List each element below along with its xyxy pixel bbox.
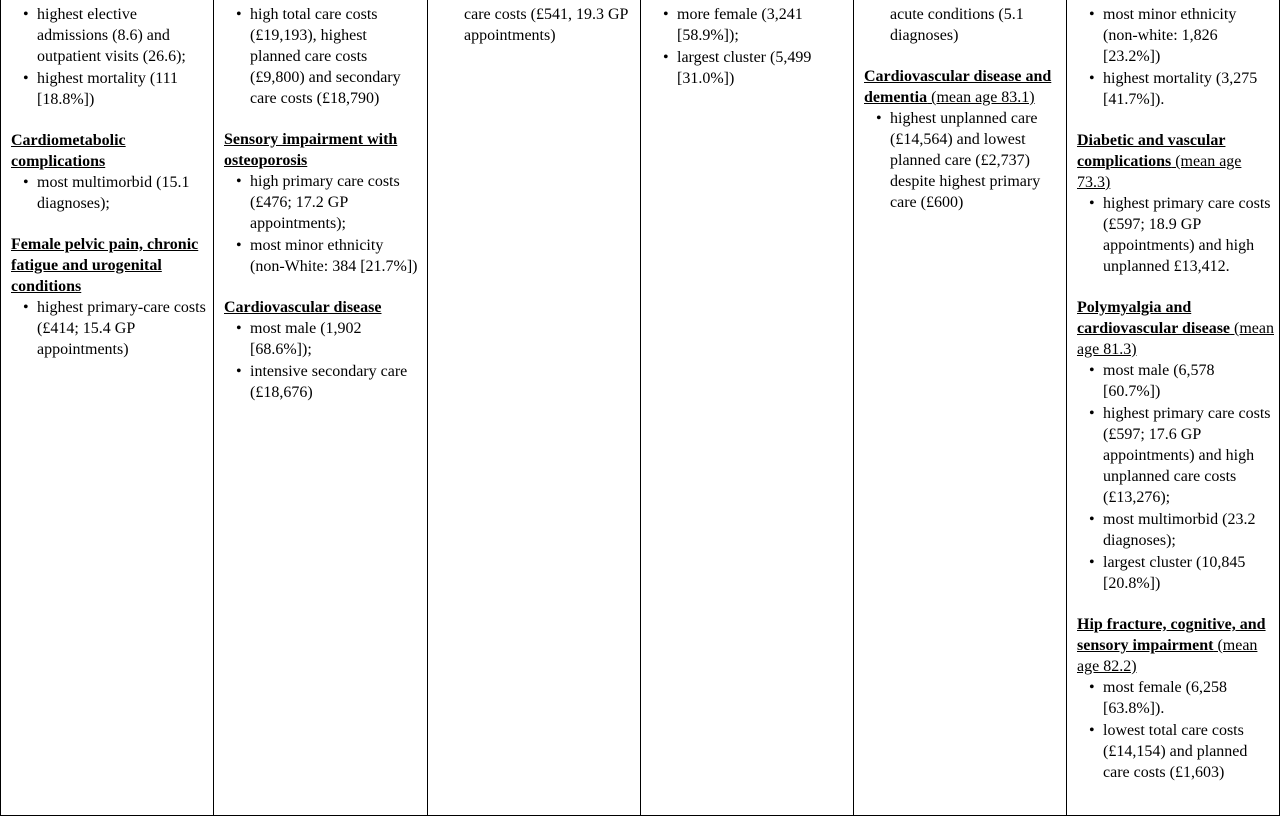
bullet-list	[1077, 193, 1274, 277]
list-item: • most multimorbid (15.1 diagnoses);	[27, 172, 208, 214]
bullet-list	[11, 297, 208, 360]
cluster-title: Sensory impairment with osteoporosis	[224, 131, 398, 169]
list-item: • highest primary-care costs (£414; 15.4 GP appointments)	[27, 297, 208, 360]
list-item: • most multimorbid (23.2 diagnoses);	[1093, 509, 1274, 551]
cluster-heading	[224, 129, 421, 171]
continued-text: care costs (£541, 19.3 GP appointments)	[464, 6, 628, 44]
list-item: • highest primary care costs (£597; 17.6 GP appointments) and high unplanned care costs (£13,276);	[1093, 403, 1274, 508]
list-item: • most minor ethnicity (non-White: 384 [21.7%])	[240, 235, 421, 277]
cluster-title: Cardiovascular disease	[224, 299, 382, 316]
bullet-list	[1077, 677, 1274, 783]
continued-text: acute conditions (5.1 diagnoses)	[890, 6, 1024, 44]
table-column	[853, 0, 1067, 815]
bullet-list	[11, 172, 208, 214]
cluster-heading	[224, 297, 421, 318]
list-item: • highest elective admissions (8.6) and outpatient visits (26.6);	[27, 4, 208, 67]
cluster-mean-age: (mean age 83.1)	[927, 89, 1035, 106]
cluster-heading	[11, 234, 208, 297]
bullet-list	[864, 108, 1061, 213]
list-item: • highest unplanned care (£14,564) and lowest planned care (£2,737) despite highest primary care (£600)	[880, 108, 1061, 213]
bullet-list	[1077, 360, 1274, 594]
list-item: • most male (1,902 [68.6%]);	[240, 318, 421, 360]
bullet-list	[11, 4, 208, 110]
list-item: • high primary care costs (£476; 17.2 GP appointments);	[240, 171, 421, 234]
cluster-title: Diabetic and vascular complications	[1077, 132, 1226, 170]
list-item: • highest mortality (111 [18.8%])	[27, 68, 208, 110]
table-column	[1066, 0, 1280, 815]
list-item: • largest cluster (5,499 [31.0%])	[667, 47, 848, 89]
table-column	[213, 0, 427, 815]
table-column	[427, 0, 641, 815]
cluster-mean-age: (mean age 73.3)	[1077, 153, 1242, 191]
cluster-heading	[1077, 297, 1274, 360]
list-item: • highest primary care costs (£597; 18.9 GP appointments) and high unplanned £13,412.	[1093, 193, 1274, 277]
cluster-heading	[864, 66, 1061, 108]
cluster-title: Female pelvic pain, chronic fatigue and urogenital conditions	[11, 236, 199, 295]
list-item: • more female (3,241 [58.9%]);	[667, 4, 848, 46]
list-item: • high total care costs (£19,193), highest planned care costs (£9,800) and secondary care costs (£18,790)	[240, 4, 421, 109]
bullet-list	[651, 4, 848, 89]
list-item: • most male (6,578 [60.7%])	[1093, 360, 1274, 402]
cluster-title: Cardiovascular disease and dementia	[864, 68, 1052, 106]
cluster-mean-age: (mean age 81.3)	[1077, 320, 1275, 358]
cluster-heading	[1077, 130, 1274, 193]
cluster-title: Polymyalgia and cardiovascular disease	[1077, 299, 1231, 337]
cluster-heading	[11, 130, 208, 172]
cluster-title: Cardiometabolic complications	[11, 132, 126, 170]
table-column	[0, 0, 214, 815]
bullet-list	[1077, 4, 1274, 110]
list-item: • most female (6,258 [63.8%]).	[1093, 677, 1274, 719]
list-item: • highest mortality (3,275 [41.7%]).	[1093, 68, 1274, 110]
bullet-list	[224, 318, 421, 403]
bullet-list	[224, 4, 421, 109]
list-item: • most minor ethnicity (non-white: 1,826 [23.2%])	[1093, 4, 1274, 67]
bullet-list	[224, 171, 421, 277]
list-item: • lowest total care costs (£14,154) and planned care costs (£1,603)	[1093, 720, 1274, 783]
list-item: • largest cluster (10,845 [20.8%])	[1093, 552, 1274, 594]
table-column	[640, 0, 854, 815]
cluster-heading	[1077, 614, 1274, 677]
list-item: • intensive secondary care (£18,676)	[240, 361, 421, 403]
cluster-title: Hip fracture, cognitive, and sensory impairment	[1077, 616, 1266, 654]
cluster-mean-age: (mean age 82.2)	[1077, 637, 1258, 675]
